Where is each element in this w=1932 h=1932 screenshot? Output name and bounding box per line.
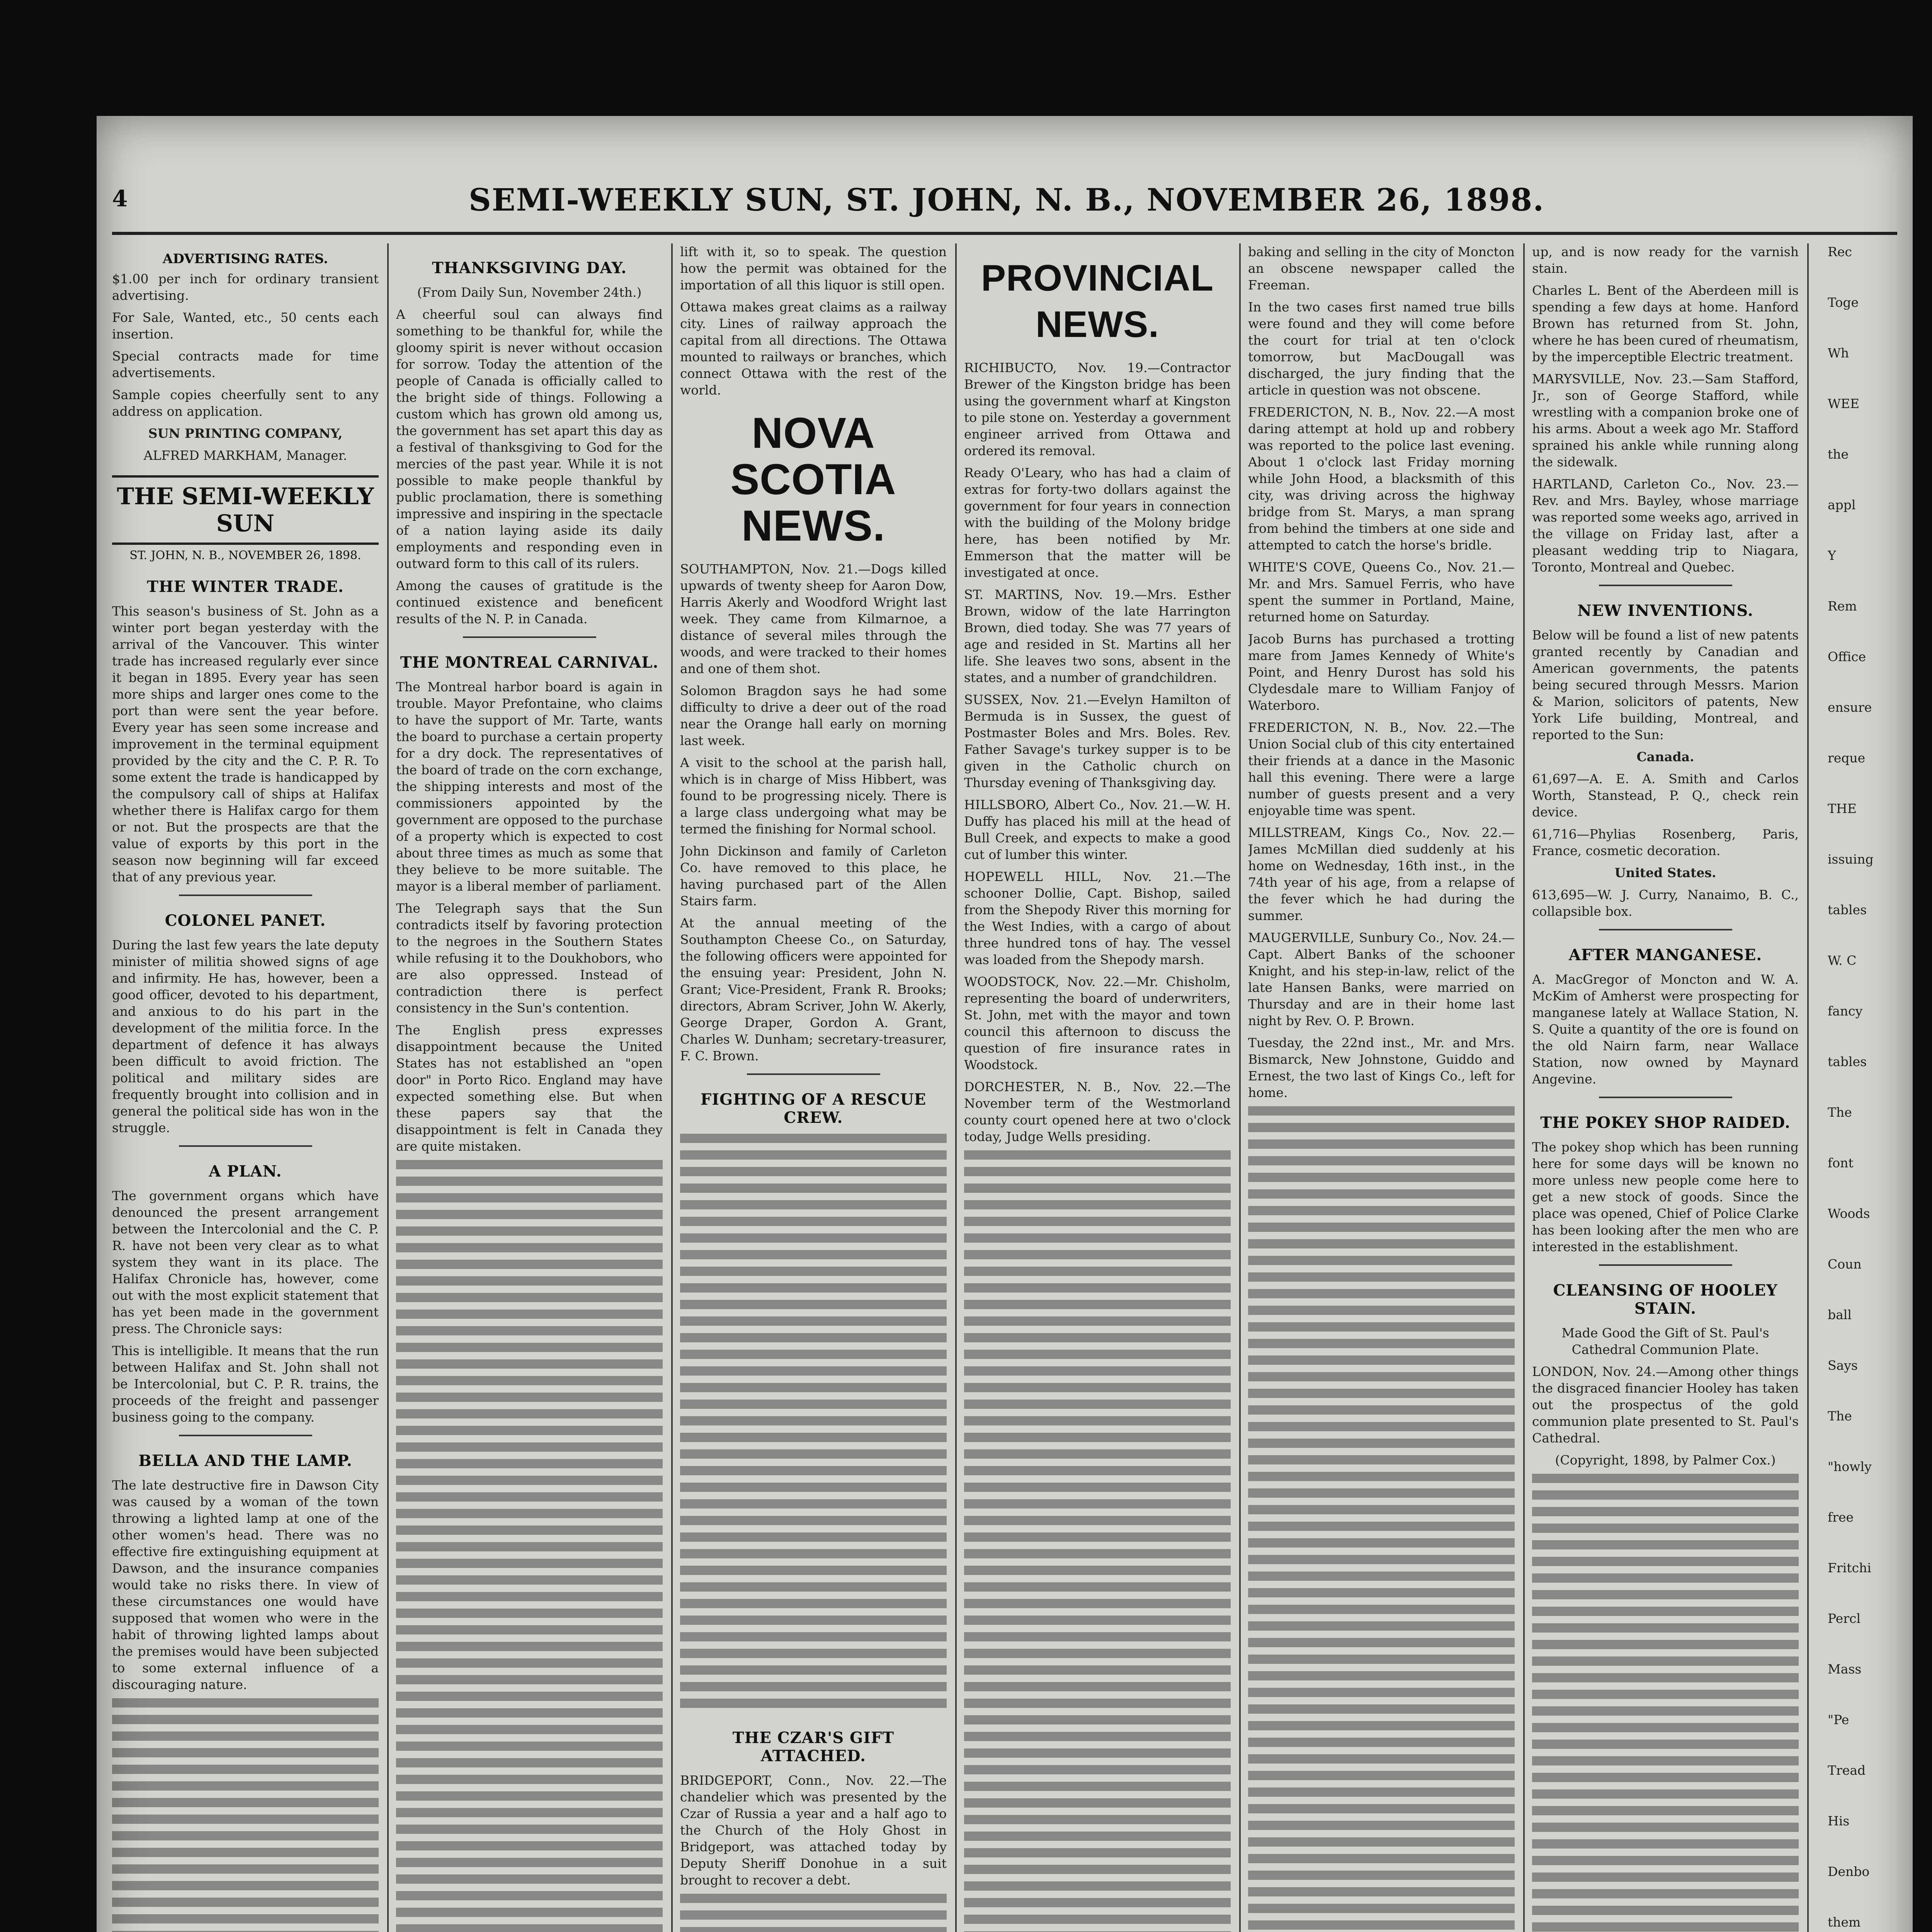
article-text: up, and is now ready for the varnish stain. xyxy=(1532,244,1799,276)
edge-fragment: appl xyxy=(1828,497,1856,512)
edge-fragment: WEE xyxy=(1828,396,1860,411)
ad-line: For Sale, Wanted, etc., 50 cents each insertion. xyxy=(112,310,379,342)
page-number: 4 xyxy=(112,185,128,212)
edge-fragment: Rec xyxy=(1828,244,1852,259)
edge-fragment: ball xyxy=(1828,1307,1852,1322)
article-text: SOUTHAMPTON, Nov. 21.—Dogs killed upwards of twenty sheep for Aaron Dow, Harris Akerly and Woodford Wright last week. They came from Kilmarnoe, a distance of several miles through the woods, and were tracked to their homes and one of them shot. xyxy=(680,561,947,676)
ad-line: ALFRED MARKHAM, Manager. xyxy=(143,448,347,463)
edge-fragment: Wh xyxy=(1828,345,1849,361)
column-divider xyxy=(1523,243,1525,1932)
edge-fragment: free xyxy=(1828,1510,1854,1525)
article-heading: NEW INVENTIONS. xyxy=(1577,602,1753,620)
edge-fragment: Tread xyxy=(1828,1763,1866,1778)
article-text: Solomon Bragdon says he had some difficulty to drive a deer out of the road near the Orange hall early on morning last week. xyxy=(680,683,947,748)
divider xyxy=(747,1073,880,1075)
edge-fragment: W. C xyxy=(1828,953,1857,968)
article-text: During the last few years the late deputy minister of militia showed signs of age and infirmity. He has, however, been a good officer, devoted to his department, and anxious to do his part in the development of the militia force. In the department of defence it has always been difficult to avoid friction. The political and military sides are frequently brought into collision and in general the political side has won in the struggle. xyxy=(112,937,379,1135)
text-continuation xyxy=(1532,1474,1799,1932)
article-text: This season's business of St. John as a winter port began yesterday with the arrival of the Vancouver. This winter trade has increased regularly ever since it began in 1895. Every year has seen more ships and larger ones come to the port than were sent the year before. Every year has seen some increase and improvement in the terminal equipment provided by the city and the C. P. R. To some extent the trade is handicapped by the compulsory call of ships at Halifax whether there is Halifax cargo for them or not. But the prospects are that the value of exports by this port in the season now beginning will far exceed that of any previous year. xyxy=(112,604,379,884)
invention-item: 61,716—Phylias Rosenberg, Paris, France, cosmetic decoration. xyxy=(1532,827,1799,858)
article-text: Ottawa makes great claims as a railway city. Lines of railway approach the capital from all directions. The Ottawa mounted to railways or branches, which connect Ottawa with the rest of the world. xyxy=(680,299,947,398)
text-continuation xyxy=(680,1134,947,1713)
adjacent-page-edge xyxy=(1828,243,1913,1932)
article-text: LONDON, Nov. 24.—Among other things the disgraced financier Hooley has taken out the prospectus of the gold communion plate presented to St. Paul's Cathedral. xyxy=(1532,1364,1799,1446)
edge-fragment: Fritchi xyxy=(1828,1560,1871,1575)
article-text: MAUGERVILLE, Sunbury Co., Nov. 24.—Capt. Albert Banks of the schooner Knight, and his step-in-law, relict of the late Hansen Banks, were married on Thursday and are in their home last night by Rev. O. P. Brown. xyxy=(1248,930,1515,1028)
article-text: Charles L. Bent of the Aberdeen mill is spending a few days at home. Hanford Brown has returned from St. John, where he has been cured of rheumatism, by the imperceptible Electric treatment. xyxy=(1532,283,1799,364)
column-divider xyxy=(671,243,673,1932)
article-text: The pokey shop which has been running here for some days will be known no more unless new people come here to get a new stock of goods. Since the place was opened, Chief of Police Clarke has been looking after the men who are interested in the establishment. xyxy=(1532,1139,1799,1254)
divider xyxy=(179,895,312,896)
article-text: A cheerful soul can always find something to be thankful for, while the gloomy spirit is never without occasion for sorrow. Today the attention of the people of Canada is officially called to the bright side of things. Following a custom which has grown old among us, the government has set apart this day as a festival of thanksgiving to God for the mercies of the past year. While it is not possible to make people thankful by public proclamation, there is something impressive and inspiring in the spectacle of a nation laying aside its daily employments and responding even in outward form to this call of its rulers. xyxy=(396,307,663,571)
article-text: The government organs which have denounced the present arrangement between the Intercolonial and the C. P. R. have not been very clear as to what system they want in its place. The Halifax Chronicle has, however, come out with the most explicit statement that has yet been made in the government press. The Chronicle says: xyxy=(112,1188,379,1336)
article-text: HOPEWELL HILL, Nov. 21.—The schooner Dollie, Capt. Bishop, sailed from the Shepody River this morning for the West Indies, with a cargo of about three hundred tons of hay. The vessel was loaded from the Shepody marsh. xyxy=(964,869,1231,967)
article-text: ST. MARTINS, Nov. 19.—Mrs. Esther Brown, widow of the late Harrington Brown, died today. She was 77 years of age and resided in St. Martins all her life. She leaves two sons, absent in the states, and a number of grandchildren. xyxy=(964,587,1231,685)
article-text: MARYSVILLE, Nov. 23.—Sam Stafford, Jr., son of George Stafford, while wrestling with a companion broke one of his arms. About a week ago Mr. Stafford sprained his ankle while running along the sidewalk. xyxy=(1532,371,1799,469)
edge-fragment: font xyxy=(1828,1155,1854,1170)
article-text: A visit to the school at the parish hall, which is in charge of Miss Hibbert, was found to be progressing nicely. There is a large class undergoing what may be termed the finishing for Normal school. xyxy=(680,755,947,837)
column-divider xyxy=(955,243,957,1932)
edge-fragment: Y xyxy=(1828,548,1836,563)
ad-line: Special contracts made for time advertisements. xyxy=(112,349,379,380)
divider xyxy=(1599,585,1732,586)
article-text: In the two cases first named true bills were found and they will come before the court for trial at ten o'clock tomorrow, but MacDougall was discharged, the jury finding that the article in question was not obscene. xyxy=(1248,299,1515,398)
edge-fragment: Mass xyxy=(1828,1662,1862,1677)
article-text: Among the causes of gratitude is the continued existence and beneficent results of the N. P. in Canada. xyxy=(396,578,663,626)
edge-fragment: Denbo xyxy=(1828,1864,1870,1879)
article-heading: THE WINTER TRADE. xyxy=(147,578,344,596)
invention-item: United States. xyxy=(1614,865,1716,880)
article-text: Below will be found a list of new patents granted recently by Canadian and American governments, the patents being secured through Messrs. Marion & Marion, solicitors of patents, New York Life building, Montreal, and reported to the Sun: xyxy=(1532,628,1799,742)
article-text: The Montreal harbor board is again in trouble. Mayor Prefontaine, who claims to have the support of Mr. Tarte, wants the board to purchase a certain property for a dry dock. The representatives of the board of trade on the corn exchange, the shipping interests and most of the commissioners appointed by the government are opposed to the purchase of a property which is expected to cost about three times as much as some that they believe to be more suitable. The mayor is a liberal member of parliament. xyxy=(396,679,663,894)
article-text: WHITE'S COVE, Queens Co., Nov. 21.—Mr. and Mrs. Samuel Ferris, who have spent the summer in Portland, Maine, returned home on Saturday. xyxy=(1248,560,1515,624)
edge-fragment: Office xyxy=(1828,649,1866,664)
article-text: HARTLAND, Carleton Co., Nov. 23.—Rev. and Mrs. Bayley, whose marriage was reported some weeks ago, arrived in the village on Friday last, after a pleasant wedding trip to Niagara, Toronto, Montreal and Quebec. xyxy=(1532,476,1799,575)
column-1 xyxy=(112,243,379,1932)
article-heading: COLONEL PANET. xyxy=(165,912,326,930)
article-text: DORCHESTER, N. B., Nov. 22.—The November term of the Westmorland county court opened here at two o'clock today, Judge Wells presiding. xyxy=(964,1079,1231,1144)
text-continuation xyxy=(396,1160,663,1932)
advertising-rates-heading: ADVERTISING RATES. xyxy=(162,251,328,267)
article-text: SUSSEX, Nov. 21.—Evelyn Hamilton of Bermuda is in Sussex, the guest of Postmaster Boles and Mrs. Boles. Rev. Father Savage's turkey supper is to be given in the Catholic church on Thursday evening of Thanksgiving day. xyxy=(964,692,1231,790)
article-subheading: (From Daily Sun, November 24th.) xyxy=(417,285,642,300)
edge-fragment: The xyxy=(1828,1105,1852,1120)
edge-fragment: Percl xyxy=(1828,1611,1861,1626)
divider xyxy=(463,636,596,638)
paper-banner: THE SEMI-WEEKLY SUN xyxy=(112,475,379,545)
article-text: Ready O'Leary, who has had a claim of extras for forty-two dollars against the government for four years in connection with the building of the Molony bridge here, has been notified by Mr. Emmerson that the matter will be investigated at once. xyxy=(964,465,1231,580)
column-5 xyxy=(1248,243,1515,1932)
article-heading: A PLAN. xyxy=(209,1162,282,1180)
edge-fragment: Coun xyxy=(1828,1257,1862,1272)
edge-fragment: issuing xyxy=(1828,852,1874,867)
ad-line: SUN PRINTING COMPANY, xyxy=(148,426,343,441)
article-text: Tuesday, the 22nd inst., Mr. and Mrs. Bismarck, New Johnstone, Guiddo and Ernest, the two last of Kings Co., left for home. xyxy=(1248,1035,1515,1100)
article-text: A. MacGregor of Moncton and W. A. McKim of Amherst were prospecting for manganese lately at Wallace Station, N. S. Quite a quantity of the ore is found on the old Nairn farm, near Wallace Station, now owned by Maynard Angevine. xyxy=(1532,972,1799,1087)
edge-fragment: Rem xyxy=(1828,599,1857,614)
dateline: ST. JOHN, N. B., NOVEMBER 26, 1898. xyxy=(129,549,361,562)
invention-item: 613,695—W. J. Curry, Nanaimo, B. C., collapsible box. xyxy=(1532,887,1799,919)
column-2 xyxy=(396,243,663,1932)
divider xyxy=(179,1145,312,1147)
article-text: MILLSTREAM, Kings Co., Nov. 22.—James McMillan died suddenly at his home on Wednesday, 16th inst., in the 74th year of his age, from a relapse of the fever which he had during the summer. xyxy=(1248,825,1515,923)
edge-fragment: Toge xyxy=(1828,295,1859,310)
edge-fragment: Says xyxy=(1828,1358,1858,1373)
edge-fragment: "Pe xyxy=(1828,1712,1849,1727)
article-text: lift with it, so to speak. The question how the permit was obtained for the importation of all this liquor is still open. xyxy=(680,244,947,293)
edge-text-fragments xyxy=(1828,243,1913,1932)
column-divider xyxy=(1807,243,1809,1932)
column-3 xyxy=(680,243,947,1932)
divider xyxy=(179,1435,312,1436)
column-4 xyxy=(964,243,1231,1932)
text-continuation xyxy=(112,1698,379,1932)
text-continuation xyxy=(680,1894,947,1932)
newspaper-page xyxy=(97,116,1913,1932)
column-divider xyxy=(1239,243,1241,1932)
article-text: baking and selling in the city of Moncton an obscene newspaper called the Freeman. xyxy=(1248,244,1515,293)
invention-item: 61,697—A. E. A. Smith and Carlos Worth, Stanstead, P. Q., check rein device. xyxy=(1532,771,1799,820)
invention-item: Canada. xyxy=(1636,749,1694,764)
edge-fragment: The xyxy=(1828,1408,1852,1423)
edge-fragment: "howly xyxy=(1828,1459,1872,1474)
edge-fragment: Woods xyxy=(1828,1206,1870,1221)
article-subheading: Made Good the Gift of St. Paul's Cathedral Communion Plate. xyxy=(1561,1325,1769,1357)
article-text: FREDERICTON, N. B., Nov. 22.—A most daring attempt at hold up and robbery was reported to the police last evening. About 1 o'clock last Friday morning while John Hood, a blacksmith of this city, was driving across the highway bridge from St. Marys, a man sprang from behind the timbers at one side and attempted to catch the horse's bridle. xyxy=(1248,405,1515,553)
article-text: John Dickinson and family of Carleton Co. have removed to this place, he having purchased part of the Allen Stairs farm. xyxy=(680,844,947,908)
article-heading: THE POKEY SHOP RAIDED. xyxy=(1540,1114,1791,1132)
text-continuation xyxy=(1248,1106,1515,1932)
article-text: This is intelligible. It means that the run between Halifax and St. John shall not be Intercolonial, but C. P. R. trains, the proceeds of the freight and passenger business going to the company. xyxy=(112,1343,379,1425)
article-heading: THE MONTREAL CARNIVAL. xyxy=(400,653,659,672)
edge-fragment: reque xyxy=(1828,750,1866,765)
edge-fragment: His xyxy=(1828,1813,1850,1828)
article-heading: AFTER MANGANESE. xyxy=(1568,946,1762,964)
article-text: At the annual meeting of the Southampton Cheese Co., on Saturday, the following officers were appointed for the ensuing year: President, John N. Grant; Vice-President, Frank R. Brooks; directors, Abram Scriver, John W. Akerly, George Draper, Gordon A. Grant, Charles W. Dunham; secretary-treasurer, F. C. Brown. xyxy=(680,915,947,1063)
text-continuation xyxy=(964,1150,1231,1932)
article-text: FREDERICTON, N. B., Nov. 22.—The Union Social club of this city entertained their friends at a dance in the Masonic hall this evening. There were a large number of guests present and a very enjoyable time was spent. xyxy=(1248,720,1515,818)
edge-fragment: ensure xyxy=(1828,700,1872,715)
section-heading-provincial: PROVINCIAL NEWS. xyxy=(981,257,1214,345)
divider xyxy=(1599,1264,1732,1266)
edge-fragment: THE xyxy=(1828,801,1857,816)
article-text: Jacob Burns has purchased a trotting mare from James Kennedy of White's Point, and Henry Durost has sold his Clydesdale mare to William Fanjoy of Waterboro. xyxy=(1248,631,1515,713)
section-heading-nova-scotia: NOVA SCOTIA NEWS. xyxy=(730,409,896,550)
ad-line: Sample copies cheerfully sent to any address on application. xyxy=(112,387,379,419)
article-text: BRIDGEPORT, Conn., Nov. 22.—The chandelier which was presented by the Czar of Russia a year and a half ago to the Church of the Holy Ghost in Bridgeport, was attached today by Deputy Sheriff Donohue in a suit brought to recover a debt. xyxy=(680,1773,947,1888)
article-text: The Telegraph says that the Sun contradicts itself by favoring protection to the negroes in the Southern States while refusing it to the Doukhobors, who are also oppressed. Instead of contradiction there is perfect consistency in the Sun's contention. xyxy=(396,901,663,1015)
article-text: HILLSBORO, Albert Co., Nov. 21.—W. H. Duffy has placed his mill at the head of Bull Creek, and expects to make a good cut of lumber this winter. xyxy=(964,797,1231,862)
ad-line: $1.00 per inch for ordinary transient advertising. xyxy=(112,271,379,303)
column-divider xyxy=(387,243,389,1932)
article-text: The late destructive fire in Dawson City was caused by a woman of the town throwing a lighted lamp at one of the other women's head. There was no effective fire extinguishing equipment at Dawson, and the insurance companies would take no risks there. In view of these circumstances one would have supposed that women who were in the habit of throwing lighted lamps about the premises would have been subjected to some external influence of a discouraging nature. xyxy=(112,1478,379,1692)
edge-fragment: tables xyxy=(1828,902,1867,917)
edge-fragment: the xyxy=(1828,447,1849,462)
article-heading: THANKSGIVING DAY. xyxy=(432,259,627,277)
masthead-title: SEMI-WEEKLY SUN, ST. JOHN, N. B., NOVEMBER 26, 1898. xyxy=(468,182,1545,218)
copyright-line: (Copyright, 1898, by Palmer Cox.) xyxy=(1555,1452,1776,1468)
divider xyxy=(1599,1097,1732,1098)
article-heading: THE CZAR'S GIFT ATTACHED. xyxy=(732,1729,895,1765)
masthead-rule xyxy=(112,232,1897,235)
article-heading: BELLA AND THE LAMP. xyxy=(138,1452,352,1470)
column-6 xyxy=(1532,243,1799,1932)
edge-fragment: them xyxy=(1828,1915,1861,1930)
article-text: RICHIBUCTO, Nov. 19.—Contractor Brewer of the Kingston bridge has been using the government wharf at Kingston to pile stone on. Yesterday a government engineer arrived from Ottawa and ordered its removal. xyxy=(964,360,1231,458)
article-heading: CLEANSING OF HOOLEY STAIN. xyxy=(1553,1281,1778,1318)
edge-fragment: tables xyxy=(1828,1054,1867,1069)
article-heading: FIGHTING OF A RESCUE CREW. xyxy=(700,1090,927,1127)
divider xyxy=(1599,929,1732,930)
article-text: The English press expresses disappointment because the United States has not established an "open door" in Porto Rico. England may have expected something else. But when these papers say that the disappointment is felt in Canada they are quite mistaken. xyxy=(396,1022,663,1154)
article-text: WOODSTOCK, Nov. 22.—Mr. Chisholm, representing the board of underwriters, St. John, met with the mayor and town council this afternoon to discuss the question of fire insurance rates in Woodstock. xyxy=(964,974,1231,1072)
edge-fragment: fancy xyxy=(1828,1003,1863,1019)
